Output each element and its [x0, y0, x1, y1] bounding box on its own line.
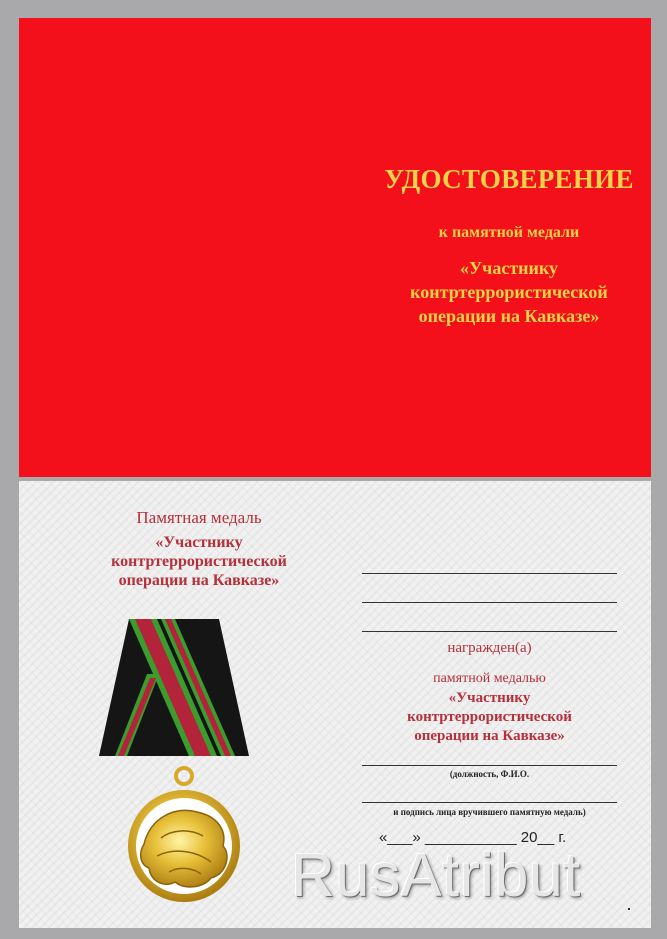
watermark-logo: RusAtribut	[291, 841, 581, 909]
inner-name-line-2: контртеррористической	[111, 553, 287, 570]
certificate-cover	[19, 18, 651, 477]
name-line-1	[362, 573, 617, 574]
name-line-2	[362, 602, 617, 603]
name-line-3	[362, 631, 617, 632]
cover-subtitle: к памятной медали	[438, 224, 580, 241]
inner-medal-name	[69, 533, 329, 590]
awarded-medal-name	[362, 689, 617, 746]
cover-name-line-2: контртеррористической	[410, 282, 608, 302]
awarded-name-line-3: операции на Кавказе»	[414, 728, 565, 744]
cover-medal-name	[349, 256, 667, 328]
inner-name-line-1: «Участнику	[155, 534, 243, 551]
awarded-name-line-2: контртеррористической	[407, 709, 572, 725]
awarded-label: награжден(а)	[447, 640, 532, 656]
corner-dot	[628, 908, 630, 910]
medal-ribbon	[99, 616, 269, 761]
medal-label: памятной медалью	[433, 671, 546, 686]
inner-heading: Памятная медаль	[136, 508, 262, 527]
inner-name-line-3: операции на Кавказе»	[118, 572, 280, 589]
signature-caption: и подпись лица вручившего памятную медаль)	[393, 807, 586, 817]
cover-title: УДОСТОВЕРЕНИЕ	[384, 164, 634, 194]
cover-name-line-1: «Участнику	[459, 258, 559, 278]
cover-name-line-3: операции на Кавказе»	[418, 306, 600, 326]
position-caption: (должность, Ф.И.О.	[449, 769, 530, 779]
awarded-name-line-1: «Участнику	[448, 690, 531, 706]
medal-illustration	[99, 616, 269, 916]
medal-ring	[176, 768, 192, 784]
signature-line	[362, 802, 617, 803]
date-line: «___» ___________ 20__ г.	[379, 829, 567, 846]
position-line	[362, 765, 617, 766]
